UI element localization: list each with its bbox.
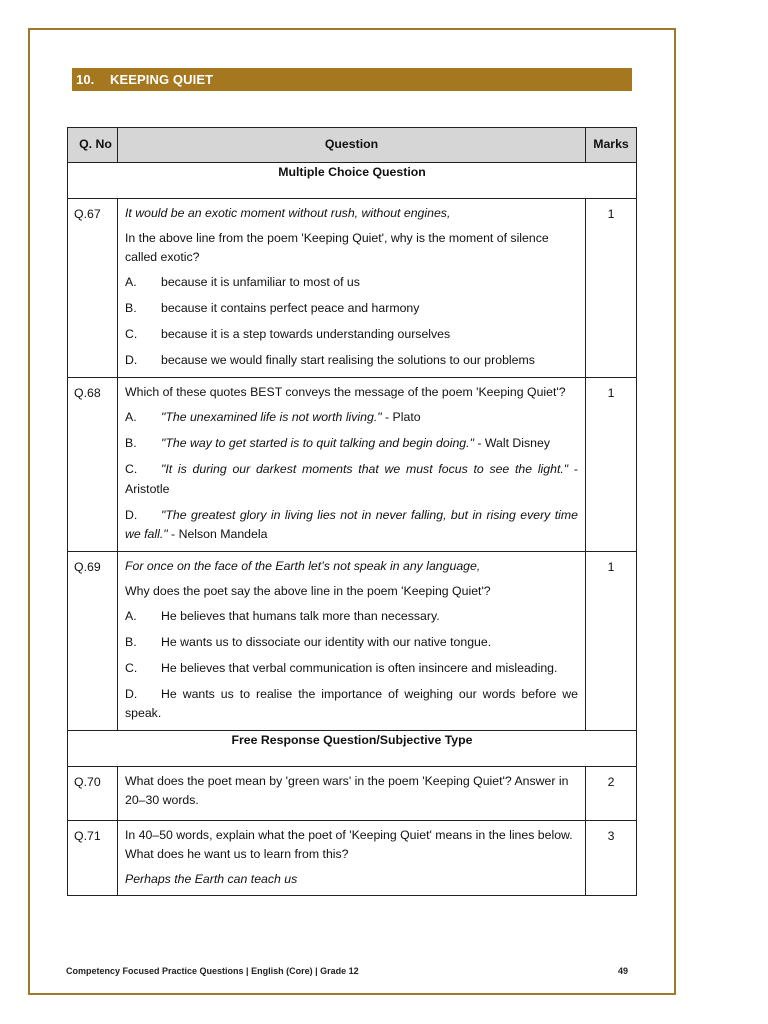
option-b: B. because it contains perfect peace and harmony xyxy=(125,301,420,316)
footer-text: Competency Focused Practice Questions | English (Core) | Grade 12 xyxy=(66,966,359,976)
header-qno: Q. No xyxy=(68,128,118,163)
option-c: C. because it is a step towards understanding ourselves xyxy=(125,327,451,342)
option-c: C. He believes that verbal communication is often insincere and misleading. xyxy=(125,660,558,675)
question-body xyxy=(118,551,586,730)
question-marks: 1 xyxy=(586,199,637,378)
option-d: D. because we would finally start realising the solutions to our problems xyxy=(125,353,535,368)
table-row xyxy=(68,551,637,730)
section-row-mcq xyxy=(68,163,637,199)
question-number: Q.70 xyxy=(68,766,118,820)
table-row xyxy=(68,378,637,551)
question-body xyxy=(118,766,586,820)
question-marks: 3 xyxy=(586,821,637,896)
option-a: A. He believes that humans talk more than necessary. xyxy=(125,608,440,623)
question-quote: For once on the face of the Earth let’s not speak in any language, xyxy=(125,558,481,573)
option-d: D. He wants us to realise the importance of weighing our words before we speak. xyxy=(125,686,578,720)
table-row xyxy=(68,199,637,378)
option-b: B. "The way to get started is to quit talking and begin doing." - Walt Disney xyxy=(125,436,551,451)
table-row xyxy=(68,821,637,896)
page-number: 49 xyxy=(618,966,629,976)
question-prompt: Which of these quotes BEST conveys the message of the poem 'Keeping Quiet'? xyxy=(125,385,566,400)
question-quote: It would be an exotic moment without rush, without engines, xyxy=(125,206,451,220)
option-c: C. "It is during our darkest moments that we must focus to see the light." - Aristotle xyxy=(125,462,578,496)
question-marks: 1 xyxy=(586,551,637,730)
header-question: Question xyxy=(118,128,586,163)
question-body xyxy=(118,378,586,551)
option-a: A. "The unexamined life is not worth living." - Plato xyxy=(125,410,421,425)
question-quote: Perhaps the Earth can teach us xyxy=(125,872,298,887)
option-b: B. He wants us to dissociate our identity with our native tongue. xyxy=(125,634,492,649)
question-body xyxy=(118,821,586,896)
question-prompt: What does the poet mean by 'green wars' in the poem 'Keeping Quiet'? Answer in 20–30 words. xyxy=(125,773,569,808)
section-title-frq: Free Response Question/Subjective Type xyxy=(68,730,637,766)
chapter-number: 10. xyxy=(76,72,95,87)
question-marks: 2 xyxy=(586,766,637,820)
question-number: Q.71 xyxy=(68,821,118,896)
section-title-mcq: Multiple Choice Question xyxy=(68,163,637,199)
question-prompt: Why does the poet say the above line in the poem 'Keeping Quiet'? xyxy=(125,583,491,598)
header-marks: Marks xyxy=(586,128,637,163)
table-row xyxy=(68,766,637,820)
question-prompt: In the above line from the poem 'Keeping Quiet', why is the moment of silence called exotic? xyxy=(125,231,549,265)
option-d: D. "The greatest glory in living lies not in never falling, but in rising every time we fall." - Nelson Mandela xyxy=(125,507,578,541)
table-header-row xyxy=(68,128,637,163)
question-prompt: In 40–50 words, explain what the poet of 'Keeping Quiet' means in the lines below. What does he want us to learn from this? xyxy=(125,828,573,862)
question-table xyxy=(67,127,637,896)
option-a: A. because it is unfamiliar to most of us xyxy=(125,275,360,290)
chapter-title: KEEPING QUIET xyxy=(110,72,214,87)
question-marks: 1 xyxy=(586,378,637,551)
question-number: Q.67 xyxy=(68,199,118,378)
section-row-frq xyxy=(68,730,637,766)
question-number: Q.69 xyxy=(68,551,118,730)
question-body xyxy=(118,199,586,378)
chapter-heading xyxy=(72,68,632,91)
question-number: Q.68 xyxy=(68,378,118,551)
